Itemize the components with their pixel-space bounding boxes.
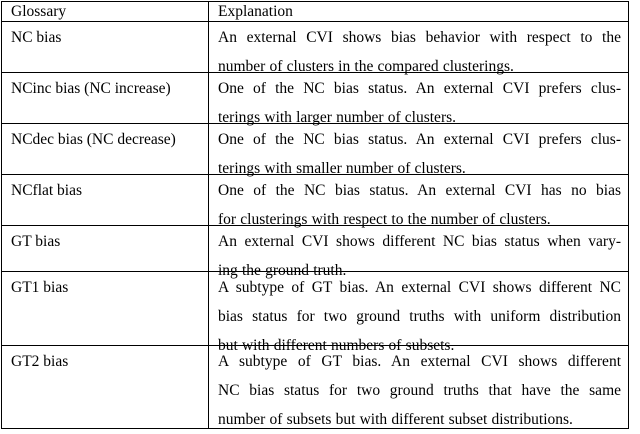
explanation-line: terings with smaller number of clusters.: [218, 160, 466, 177]
glossary-term-text: GT1 bias: [11, 279, 69, 296]
explanation-text: [209, 175, 628, 228]
column-header-glossary-text: Glossary: [11, 3, 67, 20]
table-header-row: [2, 2, 629, 22]
glossary-term-cell: [2, 22, 209, 73]
table-row: [2, 175, 629, 226]
explanation-line: One of the NC bias status. An external CVI prefers clus-: [218, 80, 621, 97]
explanation-line: number of subsets but with different subset distributions.: [218, 411, 573, 428]
explanation-cell: [209, 226, 629, 279]
table-body: [2, 22, 629, 429]
explanation-line: number of clusters in the compared clusterings.: [218, 58, 514, 75]
explanation-text: [209, 22, 628, 75]
explanation-text: [209, 346, 628, 428]
explanation-cell: [209, 346, 629, 429]
explanation-text: [209, 73, 628, 126]
table-row: [2, 124, 629, 175]
column-header-glossary: [2, 2, 209, 22]
explanation-text: [209, 226, 628, 279]
glossary-table: [1, 1, 629, 429]
explanation-line: for clusterings with respect to the number of clusters.: [218, 211, 551, 228]
explanation-line: One of the NC bias status. An external CVI prefers clus-: [218, 131, 621, 148]
glossary-term-text: NCinc bias (NC increase): [11, 80, 171, 97]
explanation-line: terings with larger number of clusters.: [218, 109, 457, 126]
glossary-term-text: NC bias: [11, 29, 62, 46]
explanation-cell: [209, 22, 629, 73]
explanation-cell: [209, 272, 629, 354]
glossary-term-cell: [2, 226, 209, 272]
explanation-line: but with different numbers of subsets.: [218, 337, 455, 354]
explanation-line: A subtype of GT bias. An external CVI shows different: [218, 353, 621, 370]
explanation-line: An external CVI shows bias behavior with respect to the: [218, 29, 621, 46]
explanation-line: A subtype of GT bias. An external CVI shows different NC: [218, 279, 621, 296]
table-row: [2, 73, 629, 124]
glossary-term-cell: [2, 124, 209, 175]
glossary-term-text: NCdec bias (NC decrease): [11, 131, 176, 148]
explanation-line: An external CVI shows different NC bias status when vary-: [218, 233, 621, 250]
table-row: [2, 22, 629, 73]
explanation-text: [209, 124, 628, 177]
explanation-line: ing the ground truth.: [218, 262, 347, 279]
glossary-term-cell: [2, 272, 209, 346]
glossary-term-text: GT bias: [11, 233, 61, 250]
column-header-explanation-text: Explanation: [218, 3, 293, 20]
explanation-line: One of the NC bias status. An external CVI has no bias: [218, 182, 621, 199]
explanation-line: bias status for two ground truths with uniform distribution: [218, 308, 621, 325]
explanation-cell: [209, 73, 629, 124]
table-header: [2, 2, 629, 22]
explanation-cell: [209, 175, 629, 226]
glossary-term-cell: [2, 175, 209, 226]
glossary-term-text: GT2 bias: [11, 353, 69, 370]
table-row: [2, 346, 629, 429]
glossary-term-cell: [2, 346, 209, 429]
explanation-cell: [209, 124, 629, 175]
glossary-term-cell: [2, 73, 209, 124]
table-row: [2, 226, 629, 272]
explanation-line: NC bias status for two ground truths that have the same: [218, 382, 621, 399]
column-header-explanation: [209, 2, 629, 22]
table-row: [2, 272, 629, 346]
glossary-term-text: NCflat bias: [11, 182, 83, 199]
explanation-text: [209, 272, 628, 354]
